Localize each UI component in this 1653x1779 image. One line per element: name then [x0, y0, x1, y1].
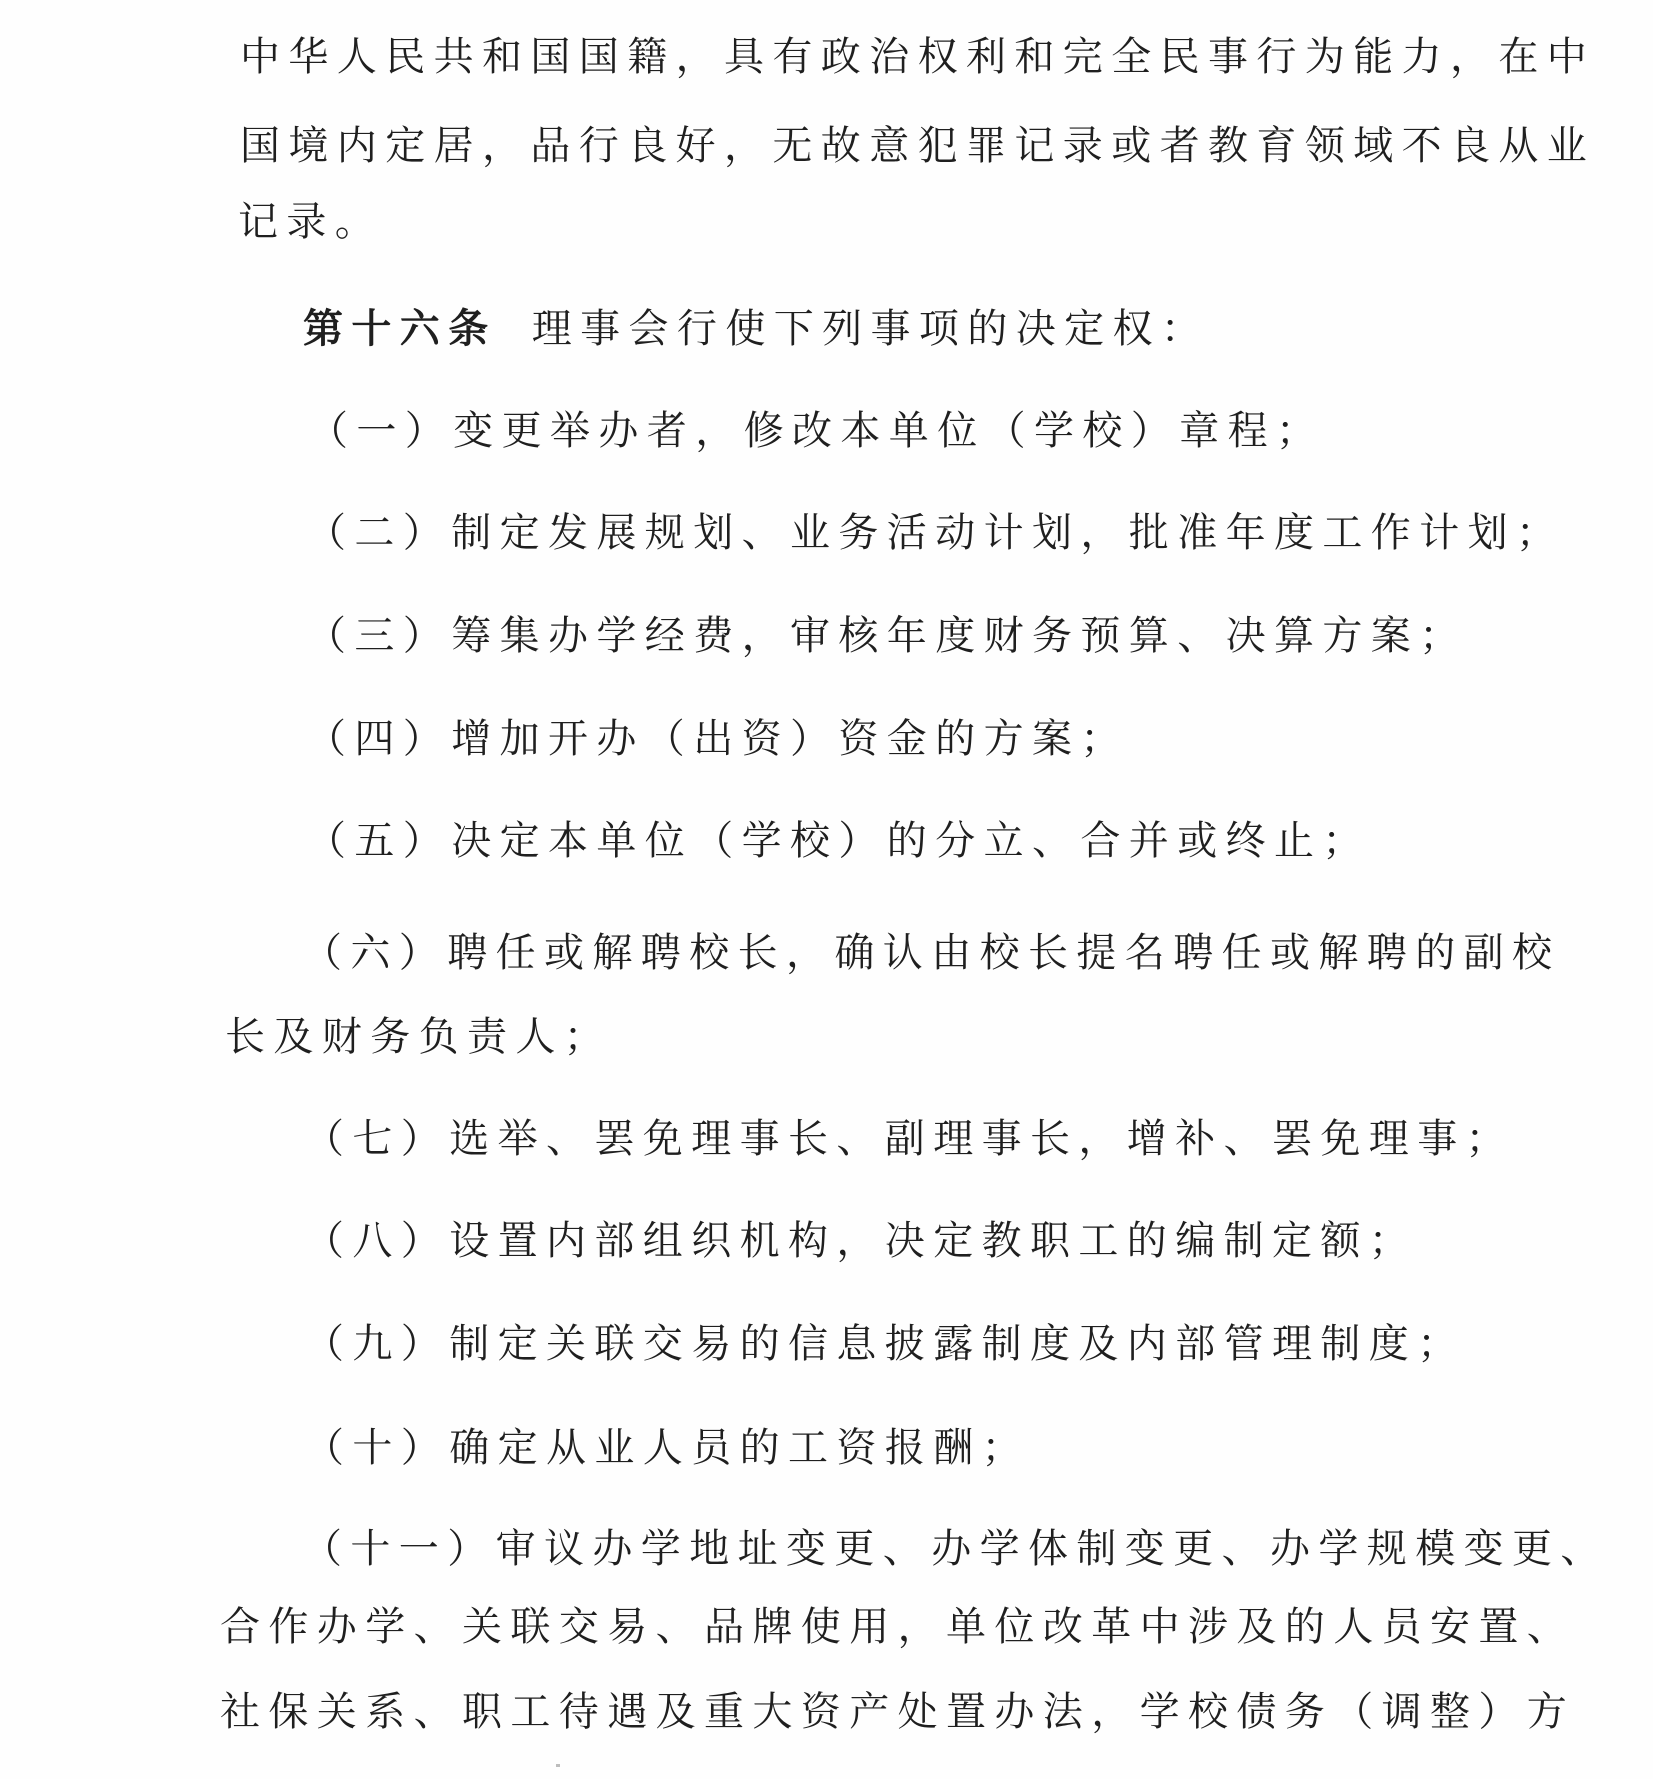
list-item: （六）聘任或解聘校长，确认由校长提名聘任或解聘的副校	[302, 930, 1561, 976]
list-item: （九）制定关联交易的信息披露制度及内部管理制度；	[304, 1321, 1466, 1367]
list-item: （十）确定从业人员的工资报酬；	[304, 1425, 1030, 1471]
article-number: 第十六条	[303, 306, 497, 352]
list-item-continuation: 合作办学、关联交易、品牌使用，单位改革中涉及的人员安置、	[220, 1604, 1576, 1650]
list-item: （八）设置内部组织机构，决定教职工的编制定额；	[304, 1218, 1418, 1264]
list-item: （一）变更举办者，修改本单位（学校）章程；	[308, 408, 1325, 454]
list-item: （四）增加开办（出资）资金的方案；	[306, 716, 1129, 762]
list-item: （七）选举、罢免理事长、副理事长，增补、罢免理事；	[304, 1116, 1514, 1162]
list-item: （三）筹集办学经费，审核年度财务预算、决算方案；	[306, 613, 1468, 659]
article-intro: 理事会行使下列事项的决定权：	[531, 306, 1210, 352]
list-item-continuation: 长及财务负责人；	[225, 1014, 613, 1060]
body-text-line: 国境内定居，品行良好，无故意犯罪记录或者教育领域不良从业	[240, 123, 1596, 169]
list-item: （二）制定发展规划、业务活动计划，批准年度工作计划；	[306, 510, 1565, 556]
article-16-heading	[303, 303, 1209, 355]
list-item: （十一）审议办学地址变更、办学体制变更、办学规模变更、	[302, 1526, 1609, 1572]
list-item: （五）决定本单位（学校）的分立、合并或终止；	[306, 818, 1371, 864]
list-item-continuation: 社保关系、职工待遇及重大资产处置办法，学校债务（调整）方	[220, 1689, 1576, 1735]
scan-speck	[556, 1764, 560, 1767]
body-text-line: 记录。	[238, 199, 384, 245]
body-text-line: 中华人民共和国国籍，具有政治权利和完全民事行为能力，在中	[240, 34, 1596, 80]
